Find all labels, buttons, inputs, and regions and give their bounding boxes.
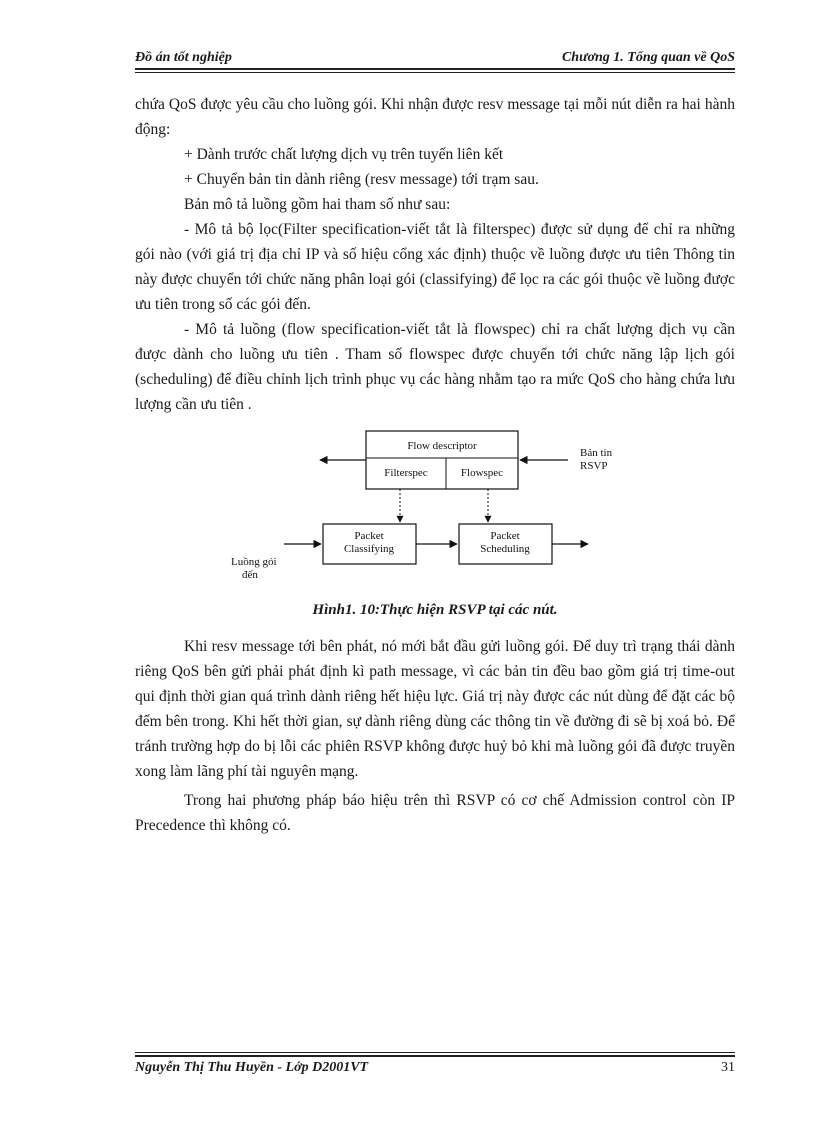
paragraph: Bản mô tả luồng gồm hai tham số như sau: [184, 196, 451, 213]
page-header [135, 50, 735, 70]
footer-divider-thick [135, 1055, 735, 1057]
incoming-label-line1: Luồng gói [231, 556, 277, 568]
body-text-bottom [135, 634, 735, 838]
incoming-label-line2: đến [242, 569, 258, 581]
flowspec-label: Flowspec [460, 467, 504, 479]
rsvp-diagram [228, 425, 648, 595]
header-divider-thin [135, 72, 735, 73]
header-thesis-title: Đồ án tốt nghiệp [135, 50, 232, 65]
filterspec-label: Filterspec [384, 467, 428, 479]
header-chapter-title: Chương 1. Tổng quan về QoS [561, 50, 735, 65]
packet-classifying-label-2: Classifying [343, 543, 395, 555]
figure-caption: Hình1. 10:Thực hiện RSVP tại các nút. [312, 602, 558, 618]
paragraph: Khi resv message tới bên phát, nó mới bắt đầu gửi luồng gói. Để duy trì trạng thái dành riêng QoS bên gửi phải phát định kì path message, vì các bản tin đều bao gồm giá trị time-out qui định thời gian quá trình dành riêng hết hiệu lực. Giá trị này được các nút dùng để đặt các bộ đếm bên trong. Khi hết thời gian, sự dành riêng dùng các thông tin về đường đi sẽ bị xoá bỏ. Để tránh trường hợp do bị lỗi các phiên RSVP không được huỷ bỏ khi mà luồng gói đã được truyền xong làm lãng phí tài nguyên mạng. [135, 638, 735, 780]
paragraph: - Mô tả luồng (flow specification-viết tắt là flowspec) chỉ ra chất lượng dịch vụ cần được dành cho luồng ưu tiên . Tham số flowspec được chuyển tới chức năng lập lịch gói (scheduling) để điều chỉnh lịch trình phục vụ các hàng nhằm tạo ra mức QoS cho hàng chứa lưu lượng cần ưu tiên . [135, 321, 735, 413]
footer-author: Nguyễn Thị Thu Huyền - Lớp D2001VT [135, 1060, 369, 1075]
rsvp-diagram-svg [228, 425, 648, 595]
header-divider-thick [135, 68, 735, 70]
rsvp-label-line2: RSVP [580, 460, 608, 472]
footer-divider-thin [135, 1052, 735, 1053]
packet-scheduling-label-2: Scheduling [480, 543, 530, 555]
page-number: 31 [721, 1060, 735, 1075]
paragraph: chứa QoS được yêu cầu cho luồng gói. Khi nhận được resv message tại mỗi nút diễn ra hai hành động: [135, 96, 735, 138]
body-text-top [135, 92, 735, 417]
rsvp-label-line1: Bản tin [580, 447, 613, 459]
bullet-item: + Dành trước chất lượng dịch vụ trên tuyến liên kết [184, 146, 504, 163]
packet-classifying-label-1: Packet [354, 530, 384, 542]
flow-descriptor-label: Flow descriptor [407, 440, 477, 452]
packet-scheduling-label-1: Packet [490, 530, 520, 542]
paragraph: - Mô tả bộ lọc(Filter specification-viết tắt là filterspec) được sử dụng để chỉ ra những gói nào (với giá trị địa chỉ IP và số hiệu cổng xác định) thuộc về luồng được ưu tiên Thông tin này được chuyển tới chức năng phân loại gói (classifying) để lọc ra các gói thuộc về luồng được ưu tiên trong số các gói đến. [135, 221, 735, 313]
bullet-item: + Chuyển bản tin dành riêng (resv message) tới trạm sau. [184, 171, 539, 188]
page-footer [135, 1060, 735, 1080]
paragraph: Trong hai phương pháp báo hiệu trên thì RSVP có cơ chế Admission control còn IP Precedence thì không có. [135, 792, 735, 834]
